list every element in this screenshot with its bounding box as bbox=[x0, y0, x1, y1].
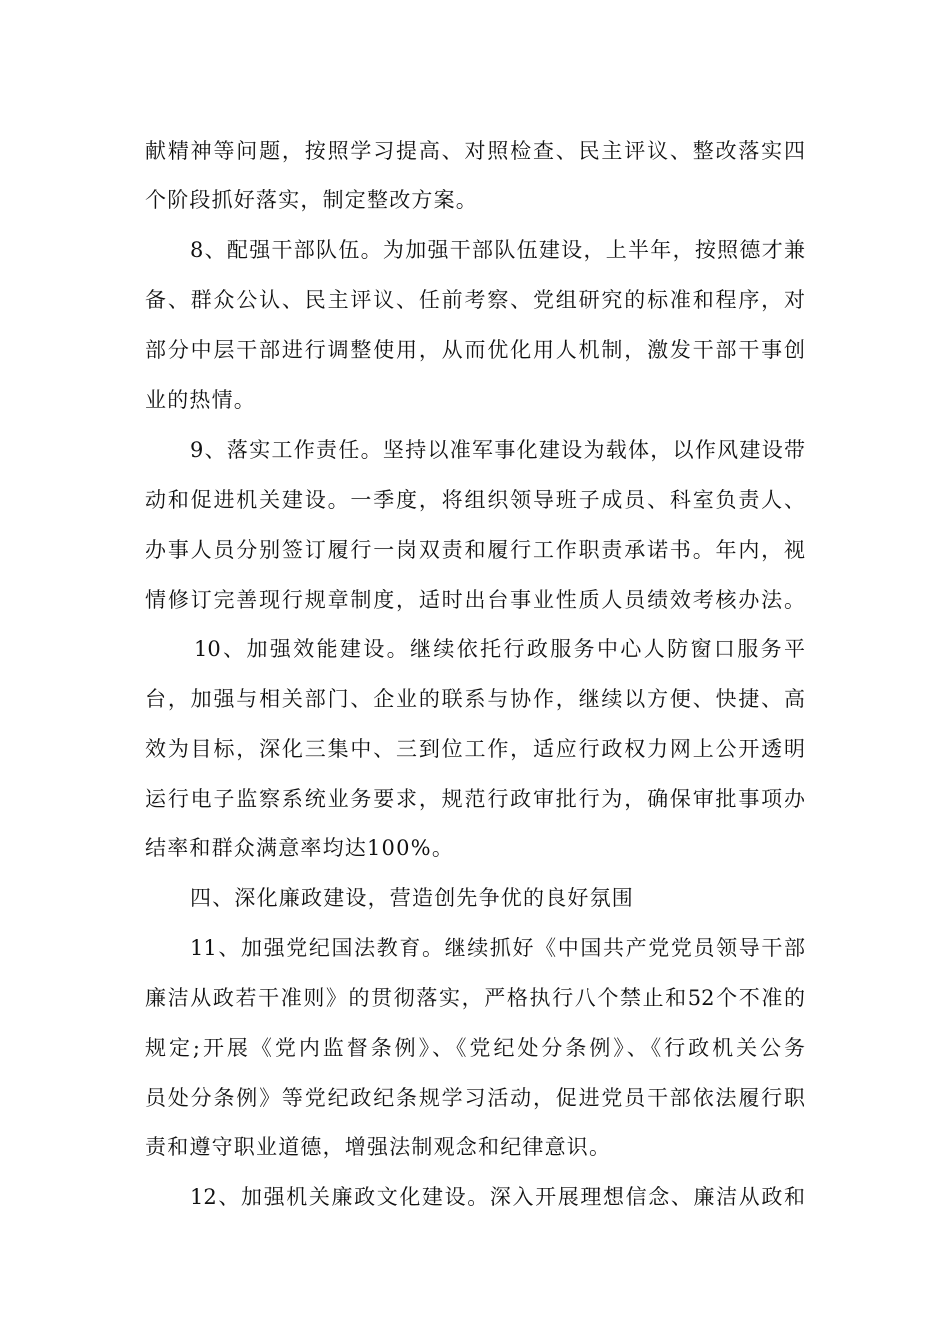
text-line: 个阶段抓好落实，制定整改方案。 bbox=[145, 188, 478, 212]
text-line: 责和遵守职业道德，增强法制观念和纪律意识。 bbox=[145, 1135, 612, 1159]
text-line: 业的热情。 bbox=[145, 388, 256, 412]
text-line: 情修订完善现行规章制度，适时出台事业性质人员绩效考核办法。 bbox=[145, 588, 805, 612]
text-line: 运行电子监察系统业务要求，规范行政审批行为，确保审批事项办 bbox=[145, 787, 805, 811]
text-line: 备、群众公认、民主评议、任前考察、党组研究的标准和程序，对 bbox=[145, 288, 805, 312]
text-line: 结率和群众满意率均达100%。 bbox=[145, 836, 455, 860]
text-line: 效为目标，深化三集中、三到位工作，适应行政权力网上公开透明 bbox=[145, 737, 805, 761]
text-line: 8、配强干部队伍。为加强干部队伍建设，上半年，按照德才兼 bbox=[190, 238, 805, 262]
text-line: 动和促进机关建设。一季度，将组织领导班子成员、科室负责人、 bbox=[145, 488, 805, 512]
text-line: 10、加强效能建设。继续依托行政服务中心人防窗口服务平 bbox=[194, 637, 805, 661]
text-line: 办事人员分别签订履行一岗双责和履行工作职责承诺书。年内，视 bbox=[145, 538, 805, 562]
text-line: 部分中层干部进行调整使用，从而优化用人机制，激发干部干事创 bbox=[145, 338, 805, 362]
text-line: 12、加强机关廉政文化建设。深入开展理想信念、廉洁从政和 bbox=[190, 1185, 805, 1209]
text-line: 廉洁从政若干准则》的贯彻落实，严格执行八个禁止和52个不准的 bbox=[145, 986, 805, 1010]
text-line: 规定;开展《党内监督条例》、《党纪处分条例》、《行政机关公务 bbox=[145, 1036, 805, 1060]
text-line: 9、落实工作责任。坚持以准军事化建设为载体，以作风建设带 bbox=[190, 438, 805, 462]
text-line: 献精神等问题，按照学习提高、对照检查、民主评议、整改落实四 bbox=[145, 139, 805, 163]
text-line: 台，加强与相关部门、企业的联系与协作，继续以方便、快捷、高 bbox=[145, 687, 805, 711]
text-line: 11、加强党纪国法教育。继续抓好《中国共产党党员领导干部 bbox=[190, 936, 805, 960]
section-heading: 四、深化廉政建设，营造创先争优的良好氛围 bbox=[190, 886, 634, 910]
text-line: 员处分条例》等党纪政纪条规学习活动，促进党员干部依法履行职 bbox=[145, 1086, 805, 1110]
